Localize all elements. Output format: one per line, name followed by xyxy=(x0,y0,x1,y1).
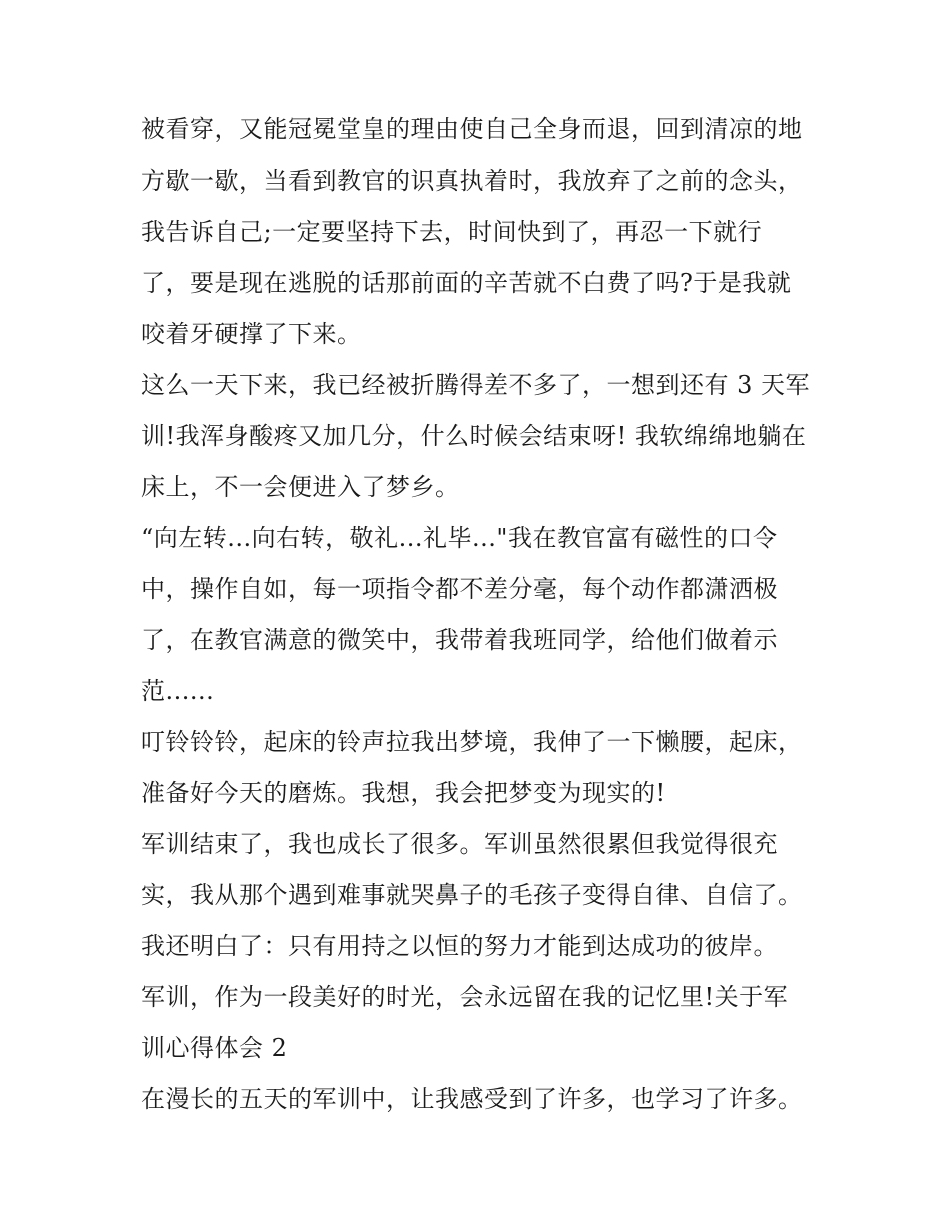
text-line: 训!我浑身酸疼又加几分，什么时候会结束呀! 我软绵绵地躺在 xyxy=(141,422,807,450)
text-line: 在漫长的五天的军训中，让我感受到了许多，也学习了许多。 xyxy=(141,1085,803,1113)
text-line: 方歇一歇，当看到教官的识真执着时，我放弃了之前的念头， xyxy=(141,167,803,195)
text-line: 军训结束了，我也成长了很多。军训虽然很累但我觉得很充 xyxy=(141,830,778,858)
text-line: 我告诉自己;一定要坚持下去，时间快到了，再忍一下就行 xyxy=(141,218,763,246)
text-line: 这么一天下来，我已经被折腾得差不多了，一想到还有 3 天军 xyxy=(141,371,811,399)
text-line: 军训，作为一段美好的时光，会永远留在我的记忆里!关于军 xyxy=(141,983,789,1011)
text-line: 准备好今天的磨炼。我想，我会把梦变为现实的! xyxy=(141,779,666,807)
text-line: 训心得体会 2 xyxy=(141,1034,288,1062)
text-line: 中，操作自如，每一项指令都不差分毫，每个动作都潇洒极 xyxy=(141,575,778,603)
text-line: 床上，不一会便进入了梦乡。 xyxy=(141,473,460,501)
text-line: 范...... xyxy=(141,677,215,705)
text-line: 被看穿，又能冠冕堂皇的理由使自己全身而退，回到清凉的地 xyxy=(141,115,803,143)
text-line: 我还明白了：只有用持之以恒的努力才能到达成功的彼岸。 xyxy=(141,932,778,960)
text-line: 实，我从那个遇到难事就哭鼻子的毛孩子变得自律、自信了。 xyxy=(141,881,803,909)
text-line: “向左转...向右转，敬礼...礼毕..."我在教官富有磁性的口令 xyxy=(141,524,778,552)
text-line: 咬着牙硬撑了下来。 xyxy=(141,320,362,348)
text-line: 叮铃铃铃，起床的铃声拉我出梦境，我伸了一下懒腰，起床， xyxy=(141,728,803,756)
text-line: 了，在教官满意的微笑中，我带着我班同学，给他们做着示 xyxy=(141,626,778,654)
text-line: 了，要是现在逃脱的话那前面的辛苦就不白费了吗?于是我就 xyxy=(141,269,792,297)
